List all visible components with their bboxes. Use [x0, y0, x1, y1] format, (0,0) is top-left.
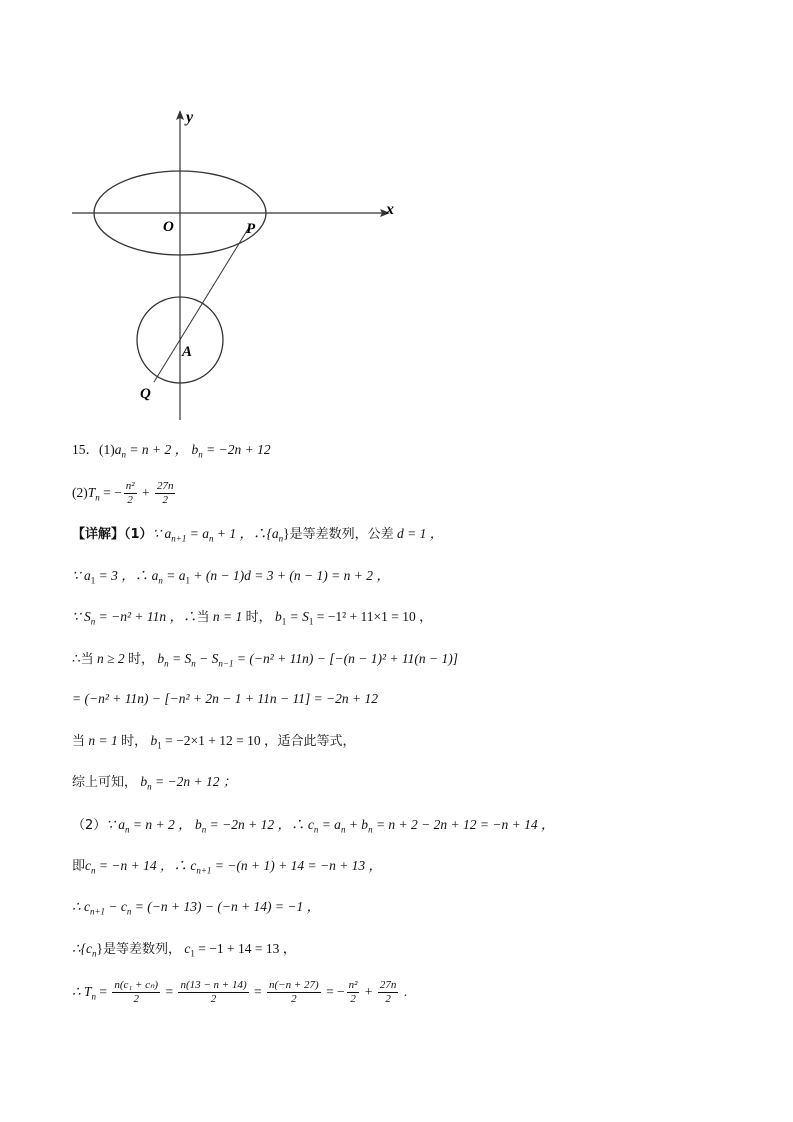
- expr: n = 1: [85, 733, 122, 748]
- expr: ∵ a: [72, 568, 91, 583]
- sub: 1: [157, 740, 162, 751]
- text: 当: [72, 734, 86, 749]
- solution-line-11: [72, 939, 296, 964]
- numerator: n²: [348, 979, 358, 992]
- solution-line-7: [72, 772, 236, 797]
- solution-line-8: [72, 815, 554, 840]
- sub: n: [91, 948, 97, 959]
- sub: n+1: [171, 533, 187, 544]
- solution-line-12: [72, 976, 407, 1013]
- sub: n: [368, 824, 373, 835]
- sub: n: [340, 824, 346, 835]
- expr: =: [250, 984, 266, 999]
- expr: = −: [322, 984, 345, 999]
- denominator: 2: [133, 993, 139, 1006]
- sub: n: [313, 824, 319, 835]
- expr: = −(n + 1) + 14 = −n + 13 ，: [211, 858, 383, 873]
- solution-line-2: [72, 566, 390, 591]
- sub: n: [91, 991, 96, 1002]
- fraction: [178, 979, 248, 1006]
- expr: ∵ a: [152, 526, 172, 541]
- expr: = a: [318, 817, 341, 832]
- expr: = n + 2 ， b: [129, 817, 202, 832]
- sub: n+1: [196, 865, 212, 876]
- sub: n: [278, 533, 284, 544]
- expr: =: [162, 984, 177, 999]
- expr: + b: [345, 817, 369, 832]
- sub: n: [147, 781, 152, 792]
- sub: n: [208, 533, 214, 544]
- denominator: 2: [291, 993, 297, 1006]
- expr: = (−n + 13) − (−n + 14) = −1 ，: [131, 899, 321, 914]
- fraction: [124, 480, 137, 507]
- expr: = −2n + 12 ；: [151, 774, 237, 789]
- denominator: 2: [385, 993, 391, 1006]
- numerator: 27n: [379, 979, 397, 992]
- solution-line-4: [72, 649, 458, 674]
- sub: 1: [281, 616, 287, 627]
- fraction: [347, 979, 360, 1006]
- sub: n+1: [89, 906, 106, 917]
- sub: n: [164, 658, 169, 669]
- detail-tag: 【详解】（1）: [72, 527, 153, 542]
- expr: b: [271, 609, 282, 624]
- expr: = −2×1 + 12 = 10 ，: [161, 733, 278, 748]
- answer-part2: [72, 478, 177, 513]
- expr: =: [95, 984, 111, 999]
- var-t: T: [87, 485, 96, 500]
- sub: 1: [308, 616, 314, 627]
- expr: b: [137, 774, 148, 789]
- solution-line-6: [72, 731, 356, 756]
- expr: = −: [99, 485, 122, 500]
- expr: = S: [168, 651, 192, 666]
- solution-line-1: [72, 524, 443, 549]
- expr: n = 1: [209, 609, 246, 624]
- numerator: n(13 − n + 14): [180, 979, 247, 992]
- expr: + 1 ，∴{a: [213, 526, 279, 541]
- sub: n: [201, 824, 207, 835]
- expr: }: [283, 526, 290, 541]
- fraction: [112, 979, 160, 1006]
- expr: n ≥ 2: [93, 651, 129, 666]
- sub: n: [198, 449, 203, 460]
- solution-line-10: [72, 897, 320, 922]
- expr: b: [154, 651, 165, 666]
- sub: n: [191, 658, 196, 669]
- x-axis-label: x: [386, 201, 394, 218]
- expr: = −n + 14 ，∴ c: [95, 858, 197, 873]
- solution-line-3: [72, 607, 433, 632]
- expr: ∵ a: [106, 817, 125, 832]
- segment-pq: [154, 229, 248, 382]
- expr: +: [138, 485, 153, 500]
- text: 适合此等式，: [277, 734, 356, 749]
- numerator: n(c₁ + cₙ): [114, 979, 159, 992]
- text: 即: [72, 859, 86, 874]
- expr: = n + 2 ，: [126, 442, 189, 457]
- point-a-label: A: [182, 344, 193, 360]
- fraction: [378, 979, 399, 1006]
- text: 当: [196, 610, 210, 625]
- text: 时，: [121, 734, 148, 749]
- denominator: 2: [210, 993, 217, 1006]
- point-q-label: Q: [140, 386, 151, 402]
- fraction: [267, 979, 321, 1006]
- sub: n: [95, 492, 100, 503]
- expr: ∴: [72, 651, 81, 666]
- part-tag: （2）: [72, 818, 107, 833]
- sub: n: [91, 865, 96, 876]
- sub: n: [158, 575, 163, 586]
- expr: .: [400, 984, 408, 999]
- expr: = a: [162, 568, 186, 583]
- text: 是等差数列，公差: [289, 527, 394, 542]
- expr: b: [147, 733, 158, 748]
- denominator: 2: [162, 494, 168, 507]
- text: 综上可知，: [72, 775, 138, 790]
- sub: n: [90, 616, 96, 627]
- solution-line-9: [72, 856, 382, 881]
- fraction: [155, 480, 176, 507]
- expr: − S: [195, 651, 219, 666]
- origin-label: O: [163, 219, 174, 235]
- point-p-label: P: [246, 221, 256, 237]
- expr: +: [361, 984, 376, 999]
- text: 时，: [128, 652, 155, 667]
- answer-number: 15．(1): [72, 442, 115, 457]
- expr: = −2n + 12: [202, 442, 271, 457]
- expr: ∴{c: [72, 941, 92, 956]
- coordinate-figure: [60, 100, 420, 430]
- text: 时，: [245, 610, 272, 625]
- answer-part1: [72, 440, 271, 465]
- expr: ∵ S: [72, 609, 91, 624]
- expr: = −1² + 11×1 = 10 ，: [313, 609, 433, 624]
- expr: = a: [186, 526, 209, 541]
- sub: n: [125, 824, 130, 835]
- sub: n−1: [218, 658, 234, 669]
- var-a: a: [114, 442, 122, 457]
- expr: − c: [105, 899, 127, 914]
- expr: ∴ T: [72, 984, 92, 999]
- sub: 1: [185, 575, 190, 586]
- var-b: b: [191, 442, 199, 457]
- expr: ∴ c: [72, 899, 90, 914]
- expr: }: [96, 941, 103, 956]
- numerator: 27n: [156, 480, 174, 493]
- expr: = (−n² + 11n) − [−(n − 1)² + 11(n − 1)]: [233, 651, 458, 666]
- expr: = n + 2 − 2n + 12 = −n + 14 ，: [372, 817, 555, 832]
- expr: c: [180, 941, 191, 956]
- expr: = −2n + 12 ，∴ c: [206, 817, 314, 832]
- numerator: n(−n + 27): [269, 979, 319, 992]
- expr: c: [85, 858, 92, 873]
- expr: = −1 + 14 = 13 ，: [194, 941, 297, 956]
- sub: n: [121, 449, 126, 460]
- text: 当: [80, 652, 94, 667]
- sub: 1: [90, 575, 96, 586]
- expr: = −n² + 11n ，∴: [95, 609, 197, 624]
- solution-line-5: = (−n² + 11n) − [−n² + 2n − 1 + 11n − 11] = −2n + 12: [72, 691, 379, 706]
- numerator: n²: [125, 480, 135, 493]
- expr: d = 1 ，: [393, 526, 444, 541]
- y-axis-label: y: [186, 109, 194, 126]
- expr: = S: [286, 609, 309, 624]
- expr: + (n − 1)d = 3 + (n − 1) = n + 2 ，: [189, 568, 390, 583]
- text: 是等差数列，: [102, 942, 181, 957]
- sub: n: [126, 906, 132, 917]
- denominator: 2: [350, 993, 356, 1006]
- expr: = 3 ，∴ a: [95, 568, 159, 583]
- denominator: 2: [127, 494, 133, 507]
- label: (2): [72, 485, 88, 500]
- sub: 1: [190, 948, 195, 959]
